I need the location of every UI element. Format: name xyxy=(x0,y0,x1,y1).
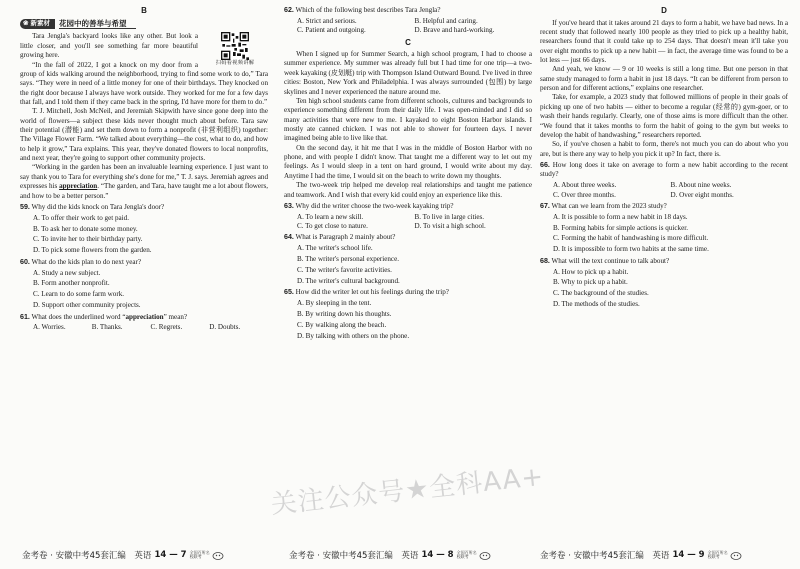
qr-caption: 扫码看视频讲解 xyxy=(215,60,255,67)
question-59: 59. Why did the kids knock on Tara Jengla's door? xyxy=(20,202,165,211)
option-59-b[interactable]: B. To ask her to donate some money. xyxy=(33,224,138,233)
passage-b-paragraph-1: Tara Jengla's backyard looks like any other. But look a little closer, and you'll see something far more beautiful growing here. xyxy=(20,32,198,60)
option-67-d[interactable]: D. It is impossible to form two habits at the same time. xyxy=(553,245,709,254)
question-60: 60. What do the kids plan to do next year? xyxy=(20,257,142,266)
option-65-a[interactable]: A. By sleeping in the tent. xyxy=(297,299,372,308)
mascot-logo-icon xyxy=(730,550,742,560)
passage-b-paragraph-3: T. J. Mitchell, Josh McNeil, and Jeremiah Skipwith have since gone deep into the world of flowers—a subject these kids never thought much about before. Tara saw their potential (潜能) and set them down to form a nonprofit (非营利组织) together: The Village Flower Farm. “We talked about everything—the cost, what to do, and how to help it grow,” Tara explains. This year, they've donated flowers to local nonprofits, and next year, they're going to support other community projects. xyxy=(20,107,268,163)
question-61: 61. What does the underlined word “appreciation” mean? xyxy=(20,312,188,321)
passage-d-paragraph-2: And yeah, we know — 9 or 10 weeks is still a long time. But one person in that same study managed to form a habit in just 18 days. “It can be different from person to person and for different actions,” explains one researcher. xyxy=(540,65,788,93)
option-64-a[interactable]: A. The writer's school life. xyxy=(297,244,373,253)
qr-code-icon[interactable] xyxy=(221,32,249,60)
options-62 xyxy=(284,17,532,36)
question-64: 64. What is Paragraph 2 mainly about? xyxy=(284,233,396,242)
option-67-b[interactable]: B. Forming habits for simple actions is quicker. xyxy=(553,223,688,232)
new-material-tag xyxy=(20,19,55,30)
material-banner xyxy=(20,19,268,30)
passage-c-paragraph-3: On the second day, it hit me that I was in the middle of Boston Harbor with no phone, and with people I didn't know. That taught me a different way to let out my feelings. As I would sleep in a tent on hard ground, I would write about my day. Anytime I had the time, I would sit on the beach to write down my thoughts. xyxy=(284,143,532,180)
option-68-b[interactable]: B. Why to pick up a habit. xyxy=(553,278,628,287)
option-63-d[interactable]: D. To visit a high school. xyxy=(414,222,486,231)
question-63: 63. Why did the writer choose the two-week kayaking trip? xyxy=(284,201,454,210)
option-62-b[interactable]: B. Helpful and caring. xyxy=(414,16,478,25)
question-62: 62. Which of the following best describes Tara Jengla? xyxy=(284,6,441,14)
option-68-c[interactable]: C. The background of the studies. xyxy=(553,289,649,298)
passage-d-paragraph-4: So, if you've chosen a habit to form, there's not much you can do about who you are, but is there any way to help you pick it up? In fact, there is. xyxy=(540,140,788,158)
passage-c-paragraph-4: The two-week trip helped me develop real relationships and taught me patience and teamwork. And I wish that every kid could enjoy an experience like this. xyxy=(284,181,532,199)
option-64-b[interactable]: B. The writer's personal experience. xyxy=(297,255,399,264)
question-67: 67. What can we learn from the 2023 study? xyxy=(540,201,667,210)
option-68-d[interactable]: D. The methods of the studies. xyxy=(553,300,640,309)
question-68: 68. What will the text continue to talk about? xyxy=(540,256,670,265)
option-65-b[interactable]: B. By writing down his thoughts. xyxy=(297,309,392,318)
mascot-logo-icon xyxy=(479,550,491,560)
section-c-heading: C xyxy=(405,37,411,47)
options-66 xyxy=(540,181,788,200)
question-65: 65. How did the writer let out his feelings during the trip? xyxy=(284,288,449,297)
passage-b-paragraph-4: “Working in the garden has been an invaluable learning experience. I just want to say thank you to Tara for everything she's done for me,” T. J. says. Jeremiah agrees and expresses his appreciation. “The garden, and Tara, have taught me a lot about flowers, and how to be a better person.” xyxy=(20,163,268,200)
option-61-b[interactable]: B. Thanks. xyxy=(91,323,123,332)
section-b-heading: B xyxy=(141,6,147,15)
passage-d-paragraph-3: Take, for example, a 2023 study that followed millions of people in their goals of picking up one of two habits — either to become a regular (经常的) gym-goer, or to wash their hands regularly. Clearly, one of those aims is more difficult than the other. “We found that it takes months to form the habit of going to the gym but weeks to develop the habit of handwashing,” researchers reported. xyxy=(540,93,788,139)
option-63-c[interactable]: C. To get close to nature. xyxy=(297,222,368,231)
option-62-d[interactable]: D. Brave and hard-working. xyxy=(414,26,495,35)
option-62-a[interactable]: A. Strict and serious. xyxy=(297,16,357,25)
question-66: 66. How long does it take on average to form a new habit according to the recent study? xyxy=(540,160,788,179)
option-60-d[interactable]: D. Support other community projects. xyxy=(33,301,141,310)
mascot-logo-icon xyxy=(212,550,224,560)
underlined-word: appreciation xyxy=(59,182,98,191)
column-middle xyxy=(284,6,532,546)
passage-b-paragraph-2: “In the fall of 2022, I got a knock on my door from a group of kids walking around the neighborhood, trying to find some work to do,” Tara says. “They were in need of a little money for one of their birthdays. They knocked on the right door because I always have work outside. They worked for me for a few days that fall, and I told them if they came back in the spring, I'd have more for them to do.” xyxy=(20,60,268,106)
page-number: 14 — 9 xyxy=(672,550,705,560)
footer-mini-text: 全国百所名校联考 xyxy=(707,550,728,559)
watermark: 关注公众号★全科AA+ xyxy=(269,461,546,521)
footer-mini-text: 全国百所名校联考 xyxy=(189,550,210,559)
option-67-a[interactable]: A. It is possible to form a new habit in 18 days. xyxy=(553,212,688,221)
option-60-b[interactable]: B. Form another nonprofit. xyxy=(33,279,110,288)
option-66-d[interactable]: D. Over eight months. xyxy=(670,190,734,199)
option-59-d[interactable]: D. To pick some flowers from the garden. xyxy=(33,246,152,255)
option-65-c[interactable]: C. By walking along the beach. xyxy=(297,320,387,329)
option-61-a[interactable]: A. Worries. xyxy=(33,323,66,332)
banner-title: 花园中的善举与希望 xyxy=(59,19,137,30)
column-left xyxy=(20,6,268,546)
footer-mini-text: 全国百所名校联考 xyxy=(456,550,477,559)
option-64-c[interactable]: C. The writer's favorite activities. xyxy=(297,266,392,275)
option-63-b[interactable]: B. To live in large cities. xyxy=(414,212,485,221)
footer-label: 金考卷 · 安徽中考45套汇编 英语 xyxy=(22,551,152,561)
option-60-c[interactable]: C. Learn to do some farm work. xyxy=(33,290,125,299)
option-66-c[interactable]: C. Over three months. xyxy=(553,190,616,199)
leaf-icon: ❀ xyxy=(23,19,29,27)
page-footer-right xyxy=(540,548,742,562)
option-66-b[interactable]: B. About nine weeks. xyxy=(670,181,732,190)
banner-tag-label: 新素材 xyxy=(30,19,50,27)
option-64-d[interactable]: D. The writer's cultural background. xyxy=(297,276,400,285)
option-62-c[interactable]: C. Patient and outgoing. xyxy=(297,26,366,35)
passage-c-paragraph-1: When I signed up for Summer Search, a high school program, I had to choose a summer experience. My summer was already full but I had time for one trip—a two-week kayaking (皮划艇) trip with Thompson Island Outward Bound. I've lived in three cities: Boston, New York and Philadelphia. I was always surrounded (包围) by large skylines and I never experienced the nature around me. xyxy=(284,50,533,96)
option-59-a[interactable]: A. To offer their work to get paid. xyxy=(33,213,129,222)
page-number: 14 — 7 xyxy=(154,550,187,560)
option-67-c[interactable]: C. Forming the habit of handwashing is more difficult. xyxy=(553,234,709,243)
page-number: 14 — 8 xyxy=(421,550,454,560)
page-footer-middle xyxy=(289,548,491,562)
option-60-a[interactable]: A. Study a new subject. xyxy=(33,268,101,277)
option-61-d[interactable]: D. Doubts. xyxy=(209,323,241,332)
option-68-a[interactable]: A. How to pick up a habit. xyxy=(553,267,629,276)
passage-c-paragraph-2: Ten high school students came from different schools, cultures and backgrounds to experience something different from their daily life. I was open-minded and I did so many activities that were new to me. I kayaked to eight Boston Harbor islands. I mostly ate canned chicken. I was not able to shower for fourteen days. I never imagined being able to live like that. xyxy=(284,96,532,143)
footer-label: 金考卷 · 安徽中考45套汇编 英语 xyxy=(540,551,670,561)
option-66-a[interactable]: A. About three weeks. xyxy=(553,181,617,190)
footer-label: 金考卷 · 安徽中考45套汇编 英语 xyxy=(289,551,419,561)
option-63-a[interactable]: A. To learn a new skill. xyxy=(297,212,364,221)
option-65-d[interactable]: D. By talking with others on the phone. xyxy=(297,331,410,340)
passage-d-paragraph-1: If you've heard that it takes around 21 days to form a habit, we have bad news. In a recent study that followed nearly 100 people as they tried to pick up a healthy habit, researchers found that it could take up to 254 days. That doesn't mean it'll take you over eight months to pick up a new habit — in fact, the average time was found to be a lot less — just 66 days. xyxy=(540,18,788,64)
page-footer-left xyxy=(22,548,224,562)
options-63 xyxy=(284,213,532,232)
option-59-c[interactable]: C. To invite her to their birthday party. xyxy=(33,235,143,244)
section-d-heading: D xyxy=(661,6,667,15)
column-right xyxy=(540,6,788,546)
qr-block[interactable] xyxy=(202,32,268,67)
option-61-c[interactable]: C. Regrets. xyxy=(150,323,183,332)
options-61 xyxy=(20,323,268,332)
